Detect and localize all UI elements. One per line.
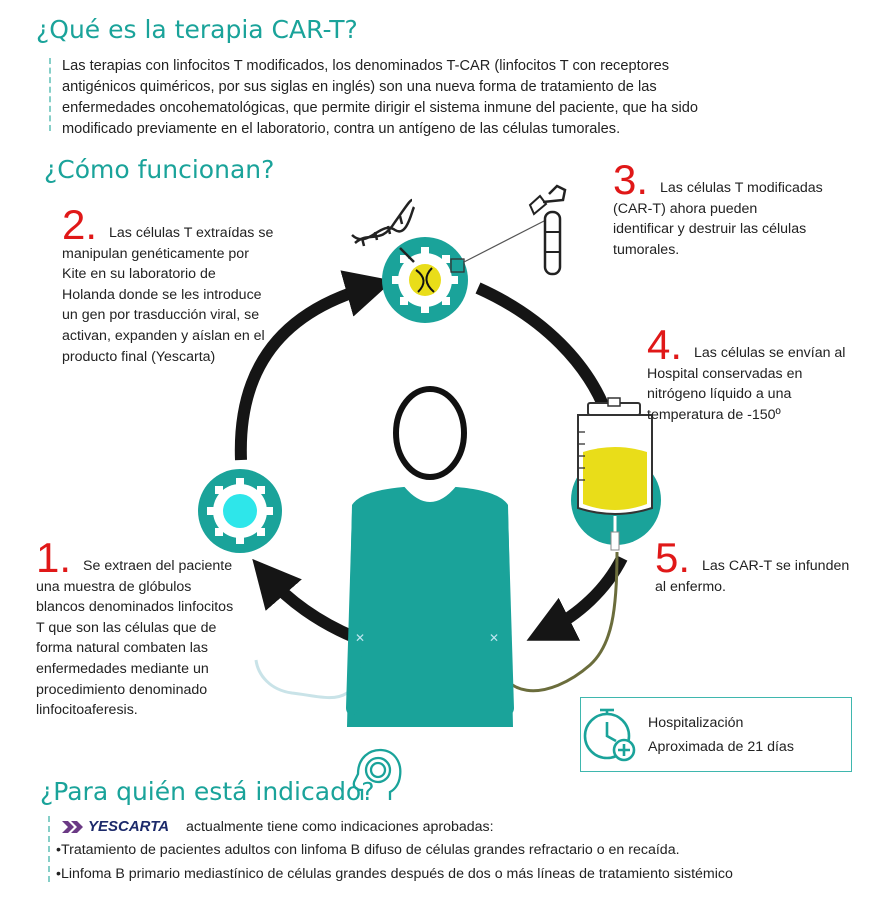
- step-line: al enfermo.: [655, 578, 726, 595]
- step-line: temperatura de -150º: [647, 406, 781, 423]
- indication-item: •Linfoma B primario mediastínico de células grandes después de dos o más líneas de tratamiento sistémico: [56, 866, 733, 882]
- step-number: 2.: [62, 201, 98, 248]
- step-line: Kite en su laboratorio de: [62, 266, 216, 283]
- step-line: Las células T extraídas se: [109, 225, 274, 241]
- indications-intro: actualmente tiene como indicaciones aprobadas:: [186, 819, 494, 835]
- step-line: Las células T modificadas: [660, 180, 823, 196]
- step-line: un gen por trasducción viral, se: [62, 307, 260, 324]
- section-title-how: ¿Cómo funcionan?: [44, 155, 275, 184]
- arrow-patient-to-cell: [268, 577, 354, 637]
- step-line: Holanda donde se les introduce: [62, 286, 262, 303]
- t-cell-icon: [198, 469, 282, 553]
- step-line: identificar y destruir las células: [613, 221, 807, 238]
- hospitalization-label: Hospitalización: [648, 715, 744, 731]
- person-icon: [346, 389, 514, 727]
- yescarta-logo: [62, 821, 83, 833]
- step-line: enfermedades mediante un: [36, 660, 209, 677]
- step-line: manipulan genéticamente por: [62, 245, 249, 262]
- step-line: T que son las células que de: [36, 619, 217, 636]
- step-2: [62, 201, 302, 367]
- arrow-lab-to-hospital: [478, 288, 606, 412]
- test-tube-icon: [530, 186, 565, 274]
- step-4: [647, 321, 867, 425]
- step-5: [655, 534, 865, 597]
- dna-icon: [352, 200, 414, 262]
- intro-line: modificado previamente en el laboratorio, contra un antígeno de las células tumorales.: [62, 121, 621, 137]
- step-line: procedimiento denominado: [36, 681, 208, 698]
- step-line: Hospital conservadas en: [647, 365, 803, 382]
- arrow-to-patient: [548, 558, 622, 630]
- yescarta-brand: YESCARTA: [88, 818, 170, 835]
- svg-text:✕: ✕: [489, 631, 500, 645]
- step-number: 3.: [613, 156, 649, 203]
- section-title-indications: ¿Para quién está indicado?: [40, 777, 375, 806]
- step-line: linfocitoaferesis.: [36, 702, 138, 719]
- step-line: activan, expanden y aíslan en el: [62, 327, 265, 344]
- step-line: tumorales.: [613, 241, 680, 258]
- step-line: una muestra de glóbulos: [36, 578, 192, 595]
- step-line: Se extraen del paciente: [83, 558, 233, 574]
- svg-text:✕: ✕: [355, 631, 366, 645]
- step-line: nitrógeno líquido a una: [647, 386, 792, 403]
- step-line: Las CAR-T se infunden: [702, 558, 850, 574]
- hospitalization-duration: Aproximada de 21 días: [648, 739, 794, 755]
- step-line: Las células se envían al: [694, 345, 846, 361]
- step-line: producto final (Yescarta): [62, 348, 216, 365]
- dashed-divider: [49, 58, 51, 131]
- step-1: [36, 534, 266, 721]
- dashed-divider: [48, 816, 50, 882]
- step-number: 1.: [36, 534, 72, 581]
- step-number: 4.: [647, 321, 683, 368]
- step-number: 5.: [655, 534, 691, 581]
- hospitalization-box: [580, 697, 852, 772]
- intro-line: enfermedades oncohematológicas, que permite dirigir el sistema inmune del paciente, que ha sido: [62, 100, 699, 116]
- step-line: forma natural combaten las: [36, 640, 208, 657]
- intro-line: Las terapias con linfocitos T modificados, los denominados T-CAR (linfocitos T con receptores: [62, 58, 670, 74]
- intro-paragraph: [62, 56, 862, 140]
- step-line: blancos denominados linfocitos: [36, 599, 234, 616]
- step-3: [613, 156, 863, 260]
- step-line: (CAR-T) ahora pueden: [613, 200, 758, 217]
- indication-item: •Tratamiento de pacientes adultos con linfoma B difuso de células grandes refractario o en recaída.: [56, 842, 680, 858]
- page-title: ¿Qué es la terapia CAR-T?: [36, 15, 358, 44]
- intro-line: antigénicos quiméricos, por sus siglas en inglés) son una nueva forma de tratamiento de las: [62, 79, 657, 95]
